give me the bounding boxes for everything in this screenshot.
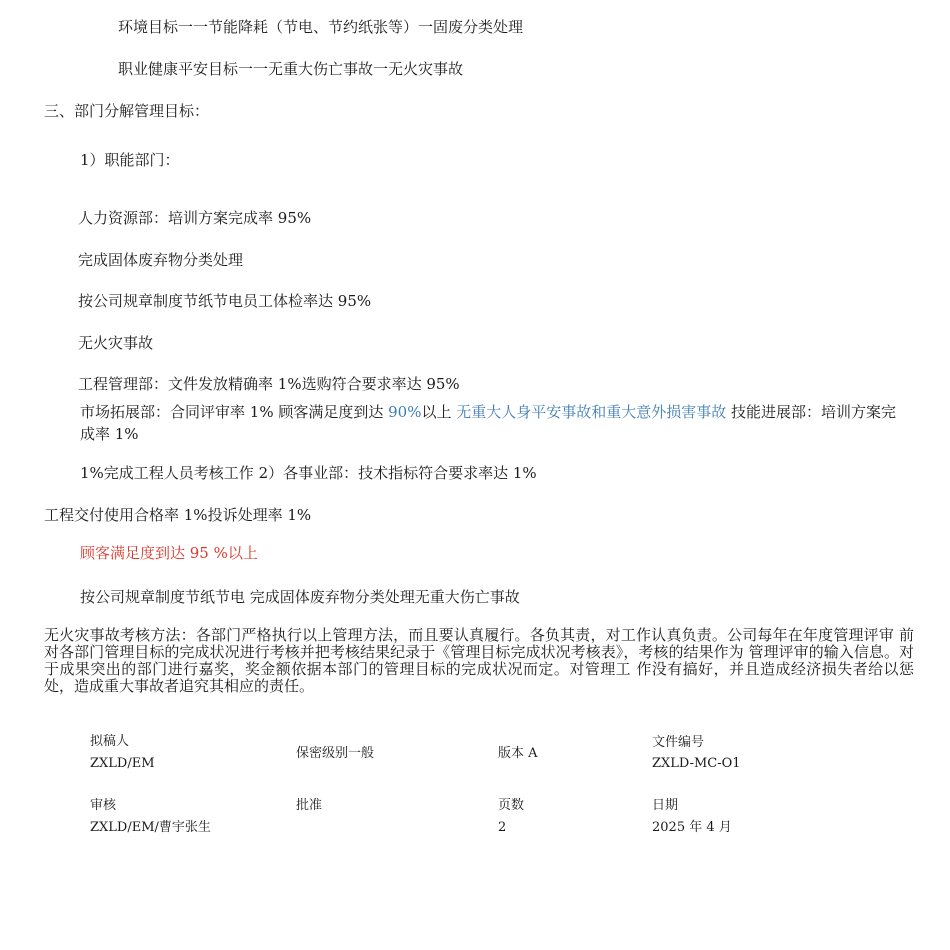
market-safety-link[interactable]: 无重大人身平安事故和重大意外损害事故 — [456, 403, 727, 421]
hr-line: 人力资源部：培训方案完成率 95% — [78, 209, 312, 227]
func-dept-heading: 1）职能部门： — [80, 151, 180, 169]
approve-label: 批准 — [296, 798, 323, 813]
delivery-line: 工程交付使用合格率 1%投诉处理率 1% — [44, 506, 312, 524]
customer-satisfaction-line: 顾客满足度到达 95 %以上 — [80, 544, 258, 562]
date-value: 2025 年 4 月 — [652, 820, 732, 835]
review-label: 审核 — [90, 798, 117, 813]
docno-value: ZXLD-MC-O1 — [652, 756, 741, 771]
docno-label: 文件编号 — [652, 735, 705, 750]
eng-staff-line: 1%完成工程人员考核工作 2）各事业部：技术指标符合要求率达 1% — [80, 464, 537, 482]
drafter-value: ZXLD/EM — [90, 756, 155, 771]
section3-heading: 三、部门分解管理目标： — [44, 102, 210, 120]
pages-label: 页数 — [498, 798, 525, 813]
pages-value: 2 — [498, 820, 507, 835]
assessment-paragraph: 无火灾事故考核方法：各部门严格执行以上管理方法，而且要认真履行。各负其责，对工作认真负责。公司每年在年度管理评审 前对各部门管理目标的完成状况进行考核并把考核结果纪录于《管理目标完成状况考核表》，考核的结果作为 管理评审的输入信息。对于成果突出的部门进行嘉奖，奖金额依据本部门的管理目标的完成状况而定。对管理工 作没有搞好，并且造成经济损失者给以惩处，造成重大事故者追究其相应的责任。 — [44, 626, 914, 695]
checkup-line: 按公司规章制度节纸节电员工体检率达 95% — [78, 292, 372, 310]
version: 版本 A — [498, 746, 538, 761]
market-text-c: 技能进展部：培训方案完成率 1% — [80, 403, 897, 443]
market-paragraph — [80, 401, 900, 445]
market-text-b: 以上 — [421, 403, 457, 421]
market-text-a: 市场拓展部：合同评审率 1% 顾客满足度到达 — [80, 403, 389, 421]
solid-waste-line: 完成固体废弃物分类处理 — [78, 251, 244, 269]
eng-mgmt-line: 工程管理部：文件发放精确率 1%选购符合要求率达 95% — [78, 375, 460, 393]
date-label: 日期 — [652, 798, 679, 813]
no-fire-line: 无火灾事故 — [78, 334, 154, 352]
market-percent: 90% — [388, 403, 422, 421]
drafter-label: 拟稿人 — [90, 734, 130, 749]
env-goal-line: 环境目标一一节能降耗（节电、节约纸张等）一固废分类处理 — [118, 18, 524, 36]
review-value: ZXLD/EM/曹宇张生 — [90, 820, 211, 835]
rules-line: 按公司规章制度节纸节电 完成固体废弃物分类处理无重大伤亡事故 — [80, 588, 520, 606]
secrecy-level: 保密级别一般 — [296, 746, 375, 761]
health-goal-line: 职业健康平安目标一一无重大伤亡事故一无火灾事故 — [118, 60, 464, 78]
